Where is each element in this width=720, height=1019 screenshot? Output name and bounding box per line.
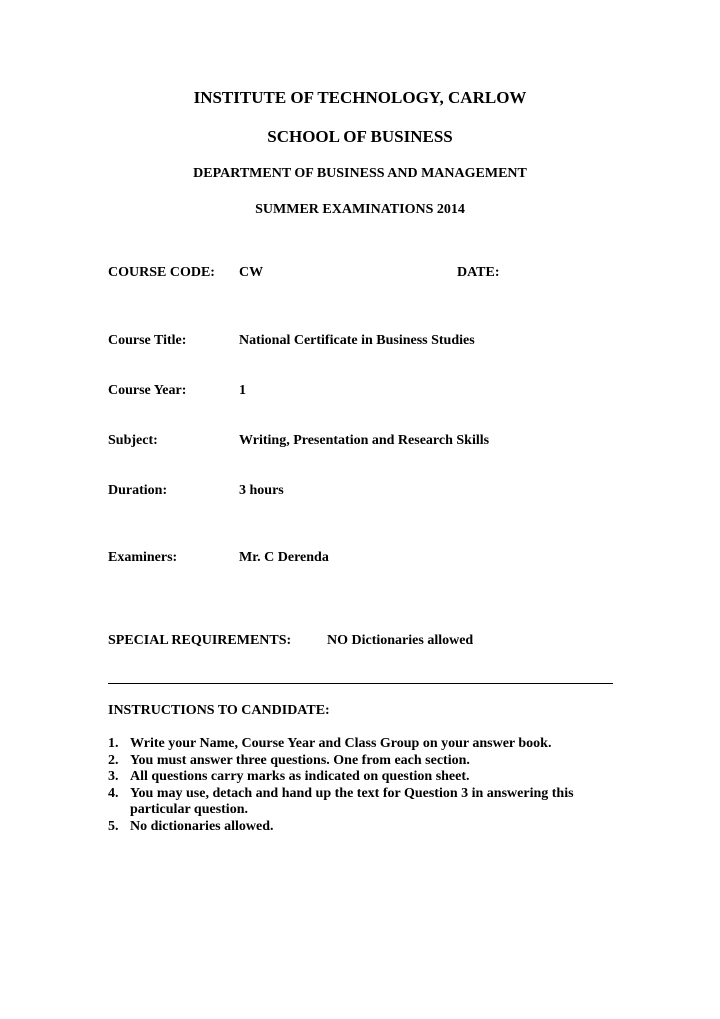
course-title-value: National Certificate in Business Studies [239, 333, 475, 348]
instructions-heading: INSTRUCTIONS TO CANDIDATE: [108, 703, 330, 718]
course-year-label: Course Year: [108, 383, 187, 398]
institute-title: INSTITUTE OF TECHNOLOGY, CARLOW [193, 88, 527, 107]
instruction-number: 4. [108, 785, 119, 801]
instruction-text: All questions carry marks as indicated on question sheet. [130, 769, 470, 784]
subject-label: Subject: [108, 433, 158, 448]
special-requirements-value: NO Dictionaries allowed [327, 633, 474, 648]
instruction-item [108, 753, 613, 770]
instruction-text: You may use, detach and hand up the text for Question 3 in answering this particular question. [130, 785, 574, 817]
examiners-label: Examiners: [108, 550, 178, 565]
instruction-item [108, 819, 613, 836]
instructions-list [108, 736, 613, 835]
duration-value: 3 hours [239, 483, 284, 498]
instruction-number: 3. [108, 769, 119, 784]
course-code-value: CW [239, 265, 264, 280]
special-requirements-label: SPECIAL REQUIREMENTS: [108, 633, 292, 648]
exam-session-title: SUMMER EXAMINATIONS 2014 [255, 202, 465, 217]
instruction-number: 5. [108, 818, 119, 834]
instruction-text: Write your Name, Course Year and Class Group on your answer book. [130, 736, 552, 751]
course-code-label: COURSE CODE: [108, 265, 215, 280]
section-divider [108, 683, 613, 684]
instruction-number: 2. [108, 752, 119, 768]
duration-label: Duration: [108, 483, 168, 498]
date-label: DATE: [457, 265, 500, 280]
subject-value: Writing, Presentation and Research Skills [239, 433, 490, 448]
school-title: SCHOOL OF BUSINESS [267, 127, 453, 146]
instruction-item [108, 769, 613, 786]
instruction-item [108, 736, 613, 753]
course-year-value: 1 [239, 383, 246, 398]
course-title-label: Course Title: [108, 333, 187, 348]
instruction-number: 1. [108, 736, 119, 751]
examiners-value: Mr. C Derenda [239, 550, 329, 565]
instruction-text: No dictionaries allowed. [130, 818, 274, 834]
instruction-item [108, 786, 613, 819]
instruction-text: You must answer three questions. One from each section. [130, 752, 470, 768]
department-title: DEPARTMENT OF BUSINESS AND MANAGEMENT [193, 166, 527, 181]
